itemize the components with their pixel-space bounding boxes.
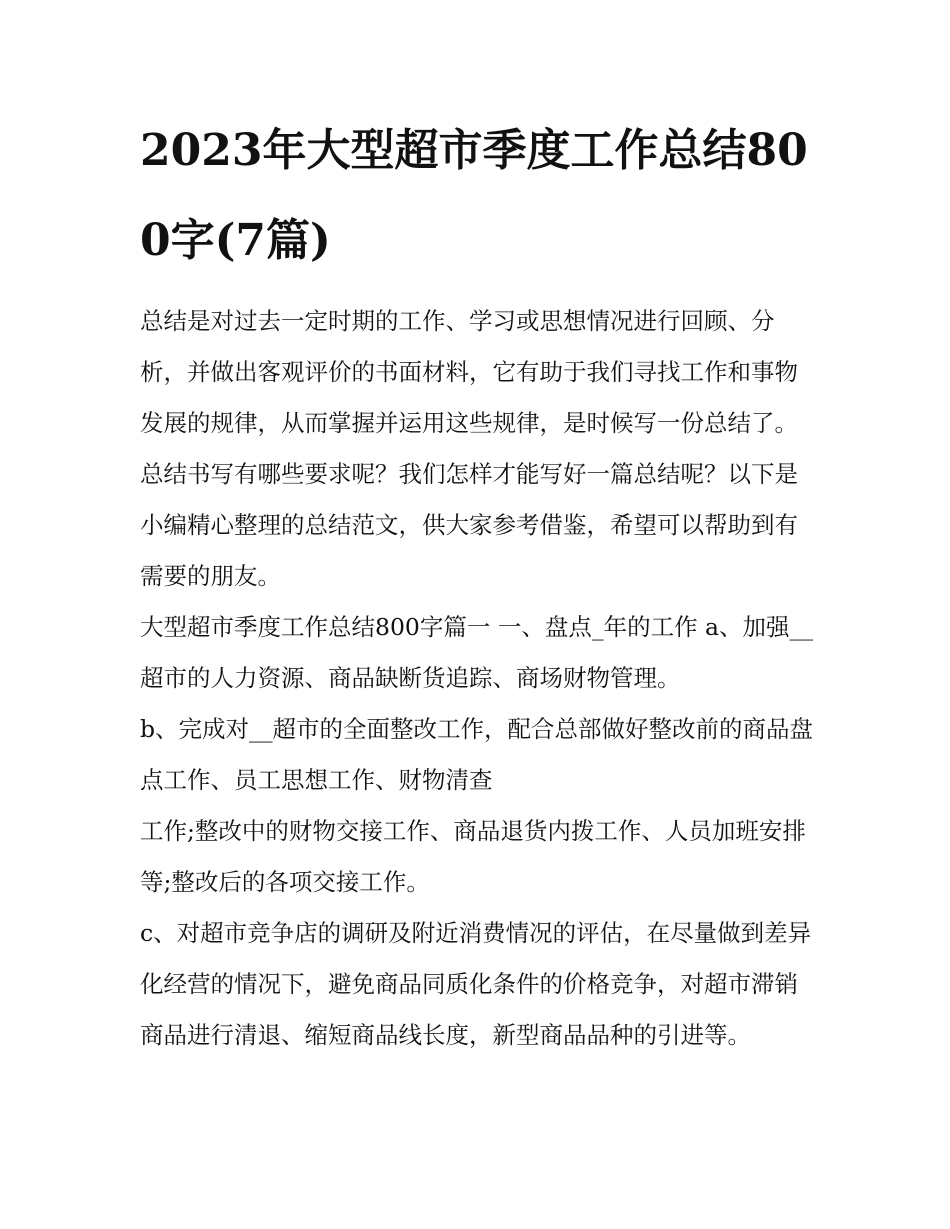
paragraph-item-c: c、对超市竞争店的调研及附近消费情况的评估，在尽量做到差异化经营的情况下，避免商品同质化条件的价格竞争，对超市滞销商品进行清退、缩短商品线长度，新型商品品种的引进等。 — [140, 919, 812, 1049]
paragraph-item-b: b、完成对__超市的全面整改工作，配合总部做好整改前的商品盘点工作、员工思想工作、财物清查 — [140, 715, 814, 794]
document-title: 2023年大型超市季度工作总结800字(7篇) — [140, 125, 808, 266]
paragraph-item-b-continued: 工作;整改中的财物交接工作、商品退货内拨工作、人员加班安排等;整改后的各项交接工作。 — [140, 817, 806, 896]
paragraph-intro: 总结是对过去一定时期的工作、学习或思想情况进行回顾、分析，并做出客观评价的书面材料，它有助于我们寻找工作和事物发展的规律，从而掌握并运用这些规律，是时候写一份总结了。总结书写有哪些要求呢？我们怎样才能写好一篇总结呢？以下是小编精心整理的总结范文，供大家参考借鉴，希望可以帮助到有需要的朋友。 — [140, 307, 798, 590]
paragraph-section-one: 大型超市季度工作总结800字篇一 一、盘点_年的工作 a、加强__超市的人力资源、商品缺断货追踪、商场财物管理。 — [140, 613, 814, 692]
document-content — [140, 106, 820, 1061]
